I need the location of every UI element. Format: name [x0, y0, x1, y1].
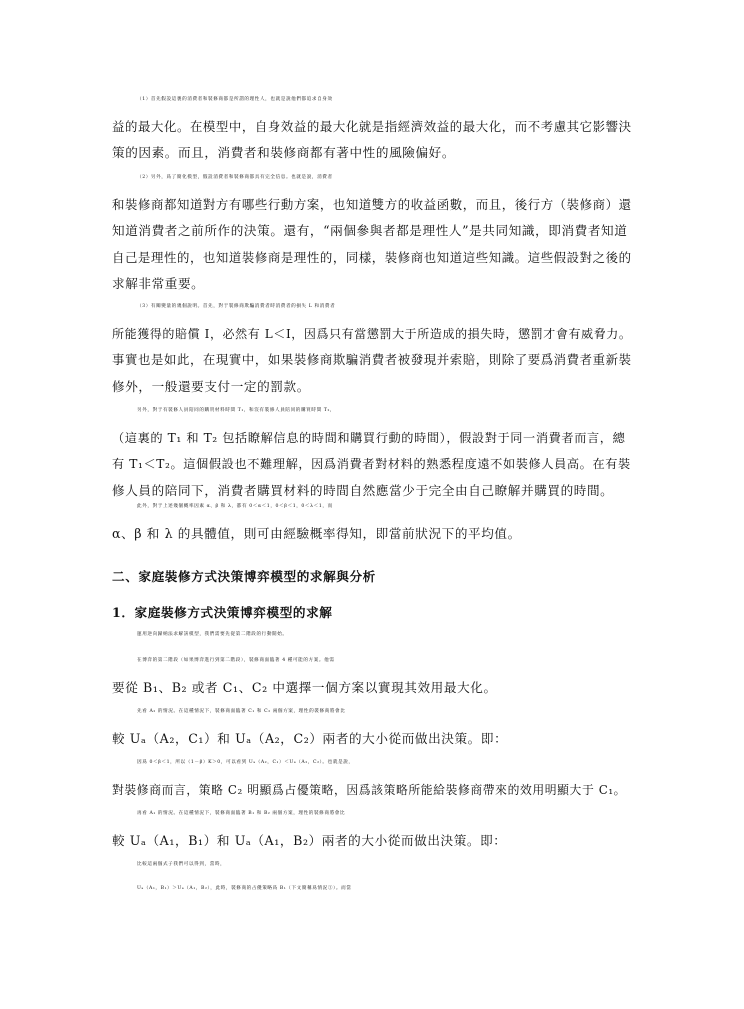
paragraph-time-assumption [112, 398, 632, 504]
text-line: 策的因素。而且，消費者和裝修商都有著中性的風險偏好。 [112, 145, 456, 161]
text-line: 比較這兩個式子我們可以得到，當時， [137, 862, 226, 867]
paragraph-assumption-1 [112, 87, 632, 167]
paragraph-backward-induction [112, 622, 632, 649]
text-line: 先看 A₂ 的情況。在這種情況下，裝修商面臨著 C₁ 和 C₂ 兩個方案，理性的裝修商將會比 [137, 709, 346, 714]
paragraph-probability-factors [112, 494, 632, 547]
paragraph-second-stage [112, 648, 632, 701]
text-line: 再看 A₁ 的情況。在這種情況下，裝修商面臨著 B₁ 和 B₂ 兩個方案，理性的裝修商將會比 [137, 811, 346, 816]
text-line: 有 T₁＜T₂。這個假設也不難理解，因爲消費者對材料的熟悉程度遠不如裝修人員高。在有裝 [112, 457, 631, 472]
text-line: Uₐ（A₁，B₁）＞Uₐ（A₁，B₂），此時，裝修商的占優策略爲 B₁（下文簡稱爲情況①）。而當 [137, 886, 352, 891]
text-line: 此外，對于上述幾個概率因素 α、β 和 λ，都有 0＜α＜1，0＜β＜1，0＜λ＜1，而 [137, 504, 333, 509]
paragraph-case-a2 [112, 699, 632, 752]
text-line: 所能獲得的賠償 I，必然有 L＜I，因爲只有當懲罰大于所造成的損失時，懲罰才會有威脅力。 [112, 326, 632, 341]
paragraph-case-1 [112, 876, 632, 903]
text-line: 益的最大化。在模型中，自身效益的最大化就是指經濟效益的最大化，而不考慮其它影響決 [112, 118, 632, 134]
text-line: 要從 B₁、B₂ 或者 C₁、C₂ 中選擇一個方案以實現其效用最大化。 [112, 679, 497, 695]
text-line: 對裝修商而言，策略 C₂ 明顯爲占優策略，因爲該策略所能給裝修商帶來的效用明顯大于 C₁。 [112, 782, 627, 797]
text-line: （這裏的 T₁ 和 T₂ 包括瞭解信息的時間和購買行動的時間），假設對于同一消費者而言，總 [112, 430, 626, 445]
text-line: 和裝修商都知道對方有哪些行動方案，也知道雙方的收益函數，而且，後行方（裝修商）還 [112, 196, 632, 212]
paragraph-a2-conclusion [112, 750, 632, 803]
text-line: 較 Uₐ（A₂，C₁）和 Uₐ（A₂，C₂）兩者的大小從而做出決策。即： [112, 730, 508, 746]
text-line: （3）有關變量的幾個說明。首先，對于裝修商欺騙消費者時消費者的損失 L 和消費者 [137, 304, 336, 309]
text-line: （2）另外，爲了簡化模型，假設消費者和裝修商都具有完全信息。也就是說，消費者 [137, 175, 333, 180]
paragraph-compare [112, 852, 632, 879]
text-line: 另外，對于有裝修人員陪同的購買材料時間 T₁，和沒有裝修人員陪同的購買時間 T₂， [137, 408, 336, 413]
text-line: （1）首先假設這裏的消費者和裝修商都是所謂的理性人，也就是說他們都追求自身效 [137, 97, 333, 102]
text-line: 修人員的陪同下，消費者購買材料的時間自然應當少于完全由自己瞭解并購買的時間。 [112, 482, 614, 498]
text-line: 較 Uₐ（A₁，B₁）和 Uₐ（A₁，B₂）兩者的大小從而做出決策。即： [112, 832, 507, 848]
text-line: 因爲 0＜β＜1，所以（1－β）K＞0，可以看到 Uₐ（A₂，C₁）＜Uₐ（A₂，C₂）。也就是說， [137, 760, 354, 765]
text-line: 運用逆向歸納法求解該模型，我們需要先從第二階段的行動開始。 [137, 632, 288, 637]
section-heading: 二、家庭裝修方式決策博弈模型的求解與分析 [112, 569, 376, 584]
text-line: 事實也是如此，在現實中，如果裝修商欺騙消費者被發現并索賠，則除了要爲消費者重新裝 [112, 352, 632, 368]
text-line: 在博弈的第二階段（如果博弈進行到第二階段），裝修商面臨著 4 種可能的方案。他需 [137, 658, 335, 663]
text-line: 求解非常重要。 [112, 276, 205, 292]
text-line: 知道消費者之前所作的決策。還有，“兩個參與者都是理性人”是共同知識，即消費者知道 [112, 223, 628, 239]
text-line: 修外，一般還要支付一定的罰款。 [112, 378, 310, 394]
text-line: 自己是理性的，也知道裝修商是理性的，同樣，裝修商也知道這些知識。這些假設對之後的 [112, 249, 632, 265]
subsection-heading: 1．家庭裝修方式決策博弈模型的求解 [112, 605, 333, 620]
paragraph-assumption-3 [112, 294, 632, 400]
paragraph-assumption-2 [112, 165, 632, 298]
paragraph-case-a1 [112, 801, 632, 854]
text-line: α、β 和 λ 的具體值，則可由經驗概率得知，即當前狀況下的平均值。 [112, 525, 521, 541]
